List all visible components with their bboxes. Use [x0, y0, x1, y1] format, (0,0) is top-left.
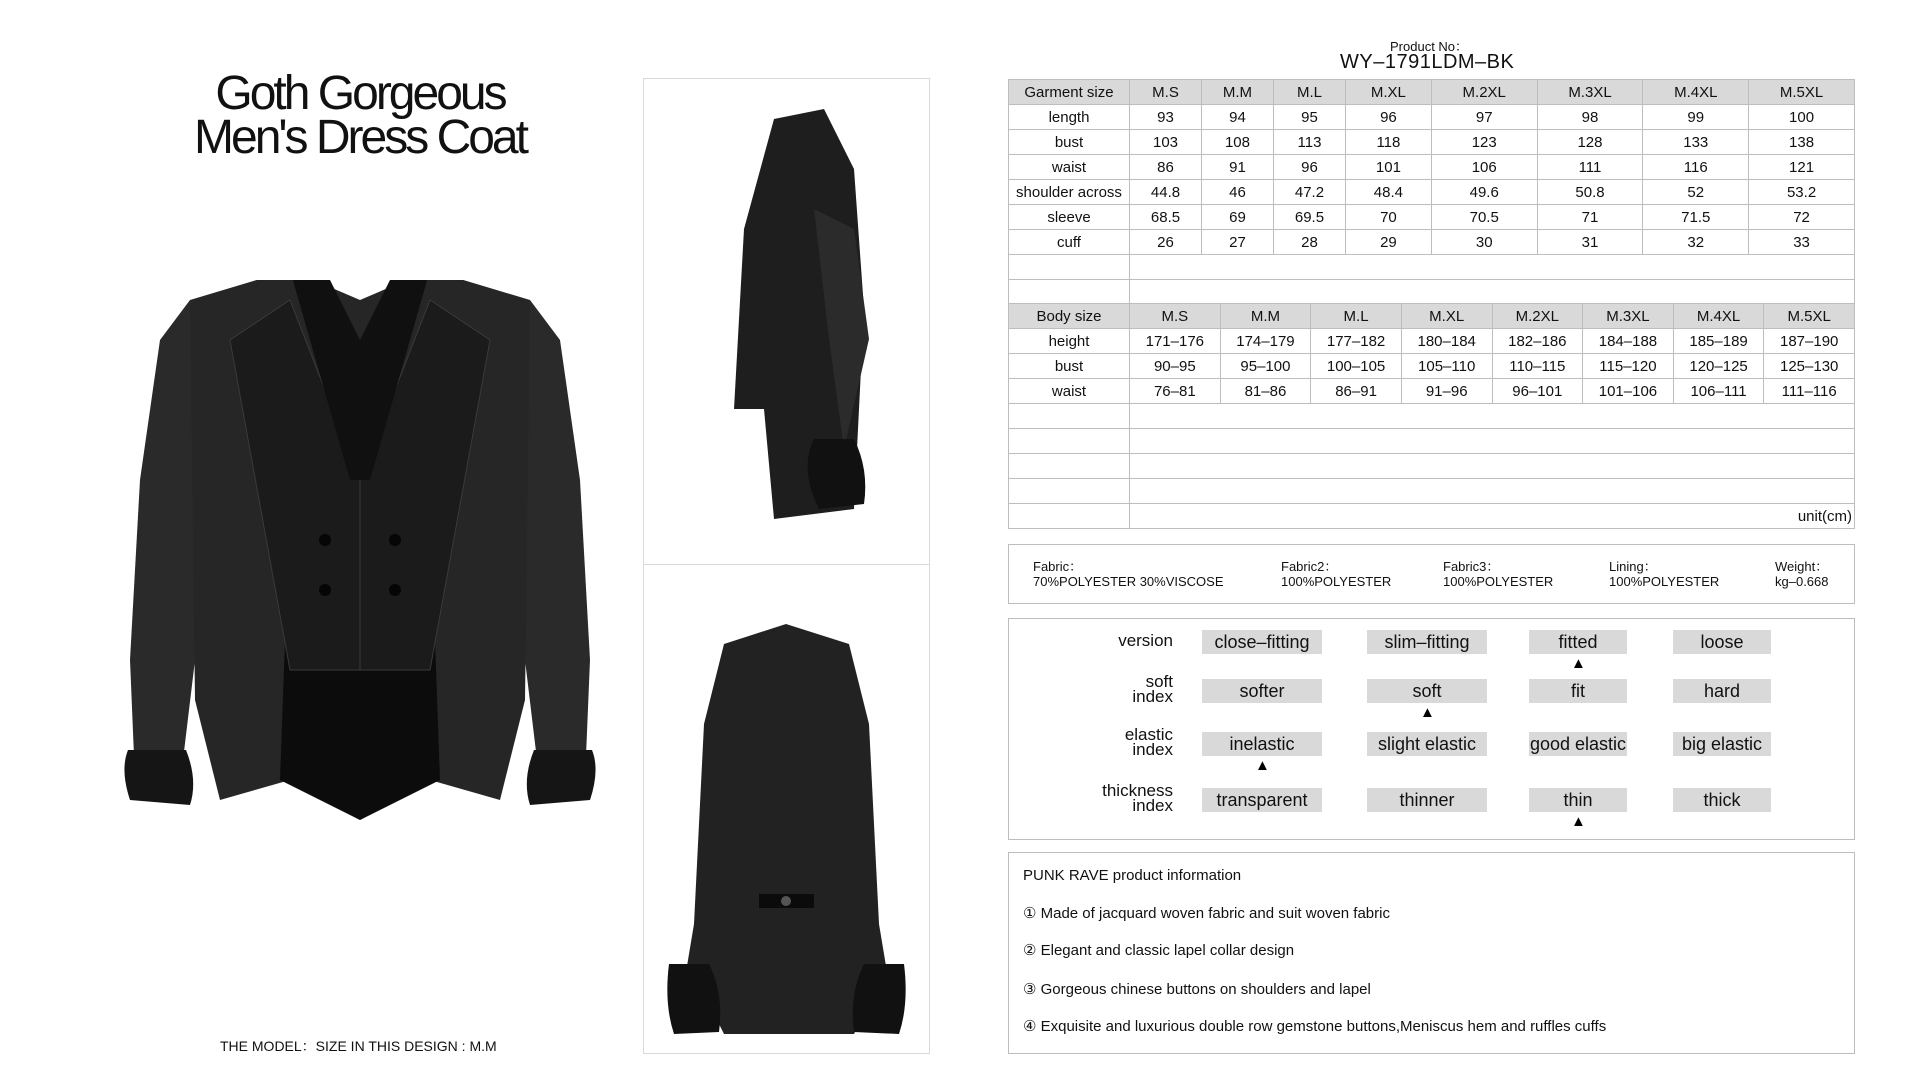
fabric-2-value: 100%POLYESTER	[1281, 574, 1392, 589]
body-header-row	[1009, 304, 1855, 329]
table-cell: 177–182	[1311, 329, 1402, 354]
table-cell: 106	[1431, 155, 1537, 180]
selected-marker-icon: ▲	[1255, 757, 1270, 774]
header-cell: M.4XL	[1673, 304, 1764, 329]
label-line: elastic	[1124, 725, 1173, 744]
table-row	[1009, 205, 1855, 230]
table-cell: 47.2	[1273, 180, 1345, 205]
header-cell: M.L	[1273, 80, 1345, 105]
table-cell: 174–179	[1220, 329, 1311, 354]
table-cell: 70.5	[1431, 205, 1537, 230]
unit-label: unit(cm)	[1130, 504, 1855, 529]
empty-cell	[1009, 429, 1130, 454]
table-cell: 27	[1202, 230, 1274, 255]
table-cell: 187–190	[1764, 329, 1855, 354]
weight-label: Weight：	[1775, 559, 1829, 574]
table-cell: 81–86	[1220, 379, 1311, 404]
table-row	[1009, 230, 1855, 255]
fabric-3-label: Fabric3：	[1443, 559, 1500, 574]
coat-back-image	[664, 624, 909, 1054]
table-cell: 128	[1537, 130, 1643, 155]
version-label	[1053, 633, 1173, 648]
table-cell: 71.5	[1643, 205, 1749, 230]
garment-properties-box	[1008, 618, 1855, 840]
row-label: waist	[1009, 379, 1130, 404]
fabric-3-value: 100%POLYESTER	[1443, 574, 1554, 589]
coat-front-image	[120, 280, 600, 840]
fabric-2	[1281, 559, 1391, 589]
empty-cell	[1130, 454, 1855, 479]
table-cell: 95	[1273, 105, 1345, 130]
table-cell: 96	[1345, 105, 1431, 130]
table-cell: 53.2	[1749, 180, 1855, 205]
table-cell: 48.4	[1345, 180, 1431, 205]
soft-index-label	[1053, 674, 1173, 704]
table-cell: 30	[1431, 230, 1537, 255]
unit-row	[1009, 504, 1855, 529]
soft-option: fit	[1529, 679, 1627, 703]
label-line: version	[1118, 631, 1173, 650]
thickness-option: thinner	[1367, 788, 1487, 812]
info-item: ③ Gorgeous chinese buttons on shoulders and lapel	[1023, 981, 1371, 998]
empty-row	[1009, 479, 1855, 504]
row-label: bust	[1009, 130, 1130, 155]
header-cell: M.4XL	[1643, 80, 1749, 105]
header-cell: Garment size	[1009, 80, 1130, 105]
empty-row	[1009, 280, 1855, 305]
table-cell: 26	[1130, 230, 1202, 255]
lining-value: 100%POLYESTER	[1609, 574, 1720, 589]
table-row	[1009, 130, 1855, 155]
label-line: index	[1132, 687, 1173, 706]
header-cell: M.5XL	[1749, 80, 1855, 105]
empty-row	[1009, 454, 1855, 479]
garment-size-table	[1008, 79, 1855, 305]
table-cell: 108	[1202, 130, 1274, 155]
body-size-table	[1008, 303, 1855, 529]
garment-header-row	[1009, 80, 1855, 105]
header-cell: M.3XL	[1583, 304, 1674, 329]
label-line: index	[1132, 740, 1173, 759]
table-cell: 101	[1345, 155, 1431, 180]
views-divider	[644, 564, 929, 565]
selected-marker-icon: ▲	[1571, 813, 1586, 830]
table-cell: 116	[1643, 155, 1749, 180]
table-cell: 96–101	[1492, 379, 1583, 404]
title-line-2: Men's Dress Coat	[194, 111, 526, 164]
table-cell: 68.5	[1130, 205, 1202, 230]
empty-cell	[1009, 280, 1130, 305]
table-cell: 90–95	[1130, 354, 1221, 379]
table-cell: 91–96	[1401, 379, 1492, 404]
table-cell: 111	[1537, 155, 1643, 180]
info-heading: PUNK RAVE product information	[1023, 867, 1242, 884]
version-option: fitted	[1529, 630, 1627, 654]
table-cell: 52	[1643, 180, 1749, 205]
table-cell: 115–120	[1583, 354, 1674, 379]
selected-marker-icon: ▲	[1571, 655, 1586, 672]
header-cell: Body size	[1009, 304, 1130, 329]
header-cell: M.S	[1130, 304, 1221, 329]
row-label: cuff	[1009, 230, 1130, 255]
soft-option: softer	[1202, 679, 1322, 703]
table-cell: 123	[1431, 130, 1537, 155]
table-cell: 125–130	[1764, 354, 1855, 379]
empty-row	[1009, 255, 1855, 280]
table-cell: 185–189	[1673, 329, 1764, 354]
empty-cell	[1009, 255, 1130, 280]
info-item: ④ Exquisite and luxurious double row gemstone buttons,Meniscus hem and ruffles cuffs	[1023, 1018, 1607, 1035]
table-cell: 120–125	[1673, 354, 1764, 379]
table-cell: 28	[1273, 230, 1345, 255]
table-cell: 111–116	[1764, 379, 1855, 404]
empty-cell	[1009, 479, 1130, 504]
row-label: sleeve	[1009, 205, 1130, 230]
table-cell: 32	[1643, 230, 1749, 255]
header-cell: M.M	[1202, 80, 1274, 105]
fabric-1-label: Fabric：	[1033, 559, 1083, 574]
lining-label: Lining：	[1609, 559, 1657, 574]
title-line-1: Goth Gorgeous	[215, 67, 505, 120]
table-cell: 69.5	[1273, 205, 1345, 230]
weight-value: kg–0.668	[1775, 574, 1829, 589]
elastic-index-label	[1053, 727, 1173, 757]
table-cell: 29	[1345, 230, 1431, 255]
table-cell: 171–176	[1130, 329, 1221, 354]
table-cell: 31	[1537, 230, 1643, 255]
thickness-option: thin	[1529, 788, 1627, 812]
header-cell: M.XL	[1401, 304, 1492, 329]
elastic-option: big elastic	[1673, 732, 1771, 756]
thickness-option: transparent	[1202, 788, 1322, 812]
empty-cell	[1130, 404, 1855, 429]
row-label: height	[1009, 329, 1130, 354]
table-cell: 184–188	[1583, 329, 1674, 354]
table-cell: 103	[1130, 130, 1202, 155]
table-row	[1009, 105, 1855, 130]
selected-marker-icon: ▲	[1420, 704, 1435, 721]
version-option: slim–fitting	[1367, 630, 1487, 654]
table-cell: 70	[1345, 205, 1431, 230]
header-cell: M.2XL	[1431, 80, 1537, 105]
table-cell: 101–106	[1583, 379, 1674, 404]
version-option: loose	[1673, 630, 1771, 654]
table-cell: 91	[1202, 155, 1274, 180]
table-cell: 121	[1749, 155, 1855, 180]
label-line: soft	[1145, 672, 1173, 691]
soft-option: hard	[1673, 679, 1771, 703]
table-cell: 49.6	[1431, 180, 1537, 205]
empty-cell	[1130, 255, 1855, 280]
table-row	[1009, 155, 1855, 180]
product-title	[150, 67, 570, 164]
table-cell: 118	[1345, 130, 1431, 155]
elastic-option: good elastic	[1529, 734, 1627, 754]
table-cell: 99	[1643, 105, 1749, 130]
product-number: WY–1791LDM–BK	[1340, 51, 1515, 73]
empty-cell	[1130, 280, 1855, 305]
table-row	[1009, 379, 1855, 404]
table-cell: 180–184	[1401, 329, 1492, 354]
table-cell: 98	[1537, 105, 1643, 130]
row-label: waist	[1009, 155, 1130, 180]
info-item: ② Elegant and classic lapel collar design	[1023, 942, 1295, 959]
label-line: thickness	[1102, 781, 1173, 800]
empty-row	[1009, 404, 1855, 429]
header-cell: M.3XL	[1537, 80, 1643, 105]
thickness-option: thick	[1673, 788, 1771, 812]
fabric-2-label: Fabric2：	[1281, 559, 1338, 574]
table-cell: 110–115	[1492, 354, 1583, 379]
info-item: ① Made of jacquard woven fabric and suit woven fabric	[1023, 905, 1390, 922]
elastic-option: slight elastic	[1367, 732, 1487, 756]
table-cell: 97	[1431, 105, 1537, 130]
table-cell: 86	[1130, 155, 1202, 180]
model-size-note: THE MODEL：SIZE IN THIS DESIGN : M.M	[220, 1038, 497, 1054]
empty-cell	[1009, 404, 1130, 429]
table-cell: 93	[1130, 105, 1202, 130]
table-cell: 46	[1202, 180, 1274, 205]
label-line: index	[1132, 796, 1173, 815]
header-cell: M.5XL	[1764, 304, 1855, 329]
table-row	[1009, 329, 1855, 354]
fabric-1-value: 70%POLYESTER 30%VISCOSE	[1033, 574, 1224, 589]
table-cell: 69	[1202, 205, 1274, 230]
table-cell: 100–105	[1311, 354, 1402, 379]
table-cell: 113	[1273, 130, 1345, 155]
table-cell: 76–81	[1130, 379, 1221, 404]
table-cell: 72	[1749, 205, 1855, 230]
coat-side-image	[704, 109, 884, 539]
lining	[1609, 559, 1719, 589]
header-cell: M.2XL	[1492, 304, 1583, 329]
table-cell: 95–100	[1220, 354, 1311, 379]
table-cell: 50.8	[1537, 180, 1643, 205]
table-cell: 133	[1643, 130, 1749, 155]
table-cell: 96	[1273, 155, 1345, 180]
table-cell: 71	[1537, 205, 1643, 230]
header-cell: M.L	[1311, 304, 1402, 329]
table-cell: 86–91	[1311, 379, 1402, 404]
table-cell: 182–186	[1492, 329, 1583, 354]
header-cell: M.XL	[1345, 80, 1431, 105]
table-cell: 105–110	[1401, 354, 1492, 379]
table-row	[1009, 180, 1855, 205]
table-cell: 138	[1749, 130, 1855, 155]
product-info-box	[1008, 852, 1855, 1054]
header-cell: M.M	[1220, 304, 1311, 329]
table-cell: 44.8	[1130, 180, 1202, 205]
soft-option: soft	[1367, 679, 1487, 703]
fabric-info-box	[1008, 544, 1855, 604]
table-cell: 33	[1749, 230, 1855, 255]
table-cell: 100	[1749, 105, 1855, 130]
version-option: close–fitting	[1202, 630, 1322, 654]
empty-row	[1009, 429, 1855, 454]
table-cell: 94	[1202, 105, 1274, 130]
table-cell: 106–111	[1673, 379, 1764, 404]
detail-views-panel	[643, 78, 930, 1054]
elastic-option: inelastic	[1202, 732, 1322, 756]
empty-cell	[1130, 479, 1855, 504]
row-label: shoulder across	[1009, 180, 1130, 205]
row-label: bust	[1009, 354, 1130, 379]
fabric-3	[1443, 559, 1553, 589]
empty-cell	[1009, 454, 1130, 479]
thickness-index-label	[1053, 783, 1173, 813]
product-number-label: Product No：	[1390, 39, 1469, 54]
empty-cell	[1130, 429, 1855, 454]
row-label: length	[1009, 105, 1130, 130]
weight	[1775, 559, 1829, 589]
table-row	[1009, 354, 1855, 379]
empty-cell	[1009, 504, 1130, 529]
fabric-1	[1033, 559, 1224, 589]
header-cell: M.S	[1130, 80, 1202, 105]
